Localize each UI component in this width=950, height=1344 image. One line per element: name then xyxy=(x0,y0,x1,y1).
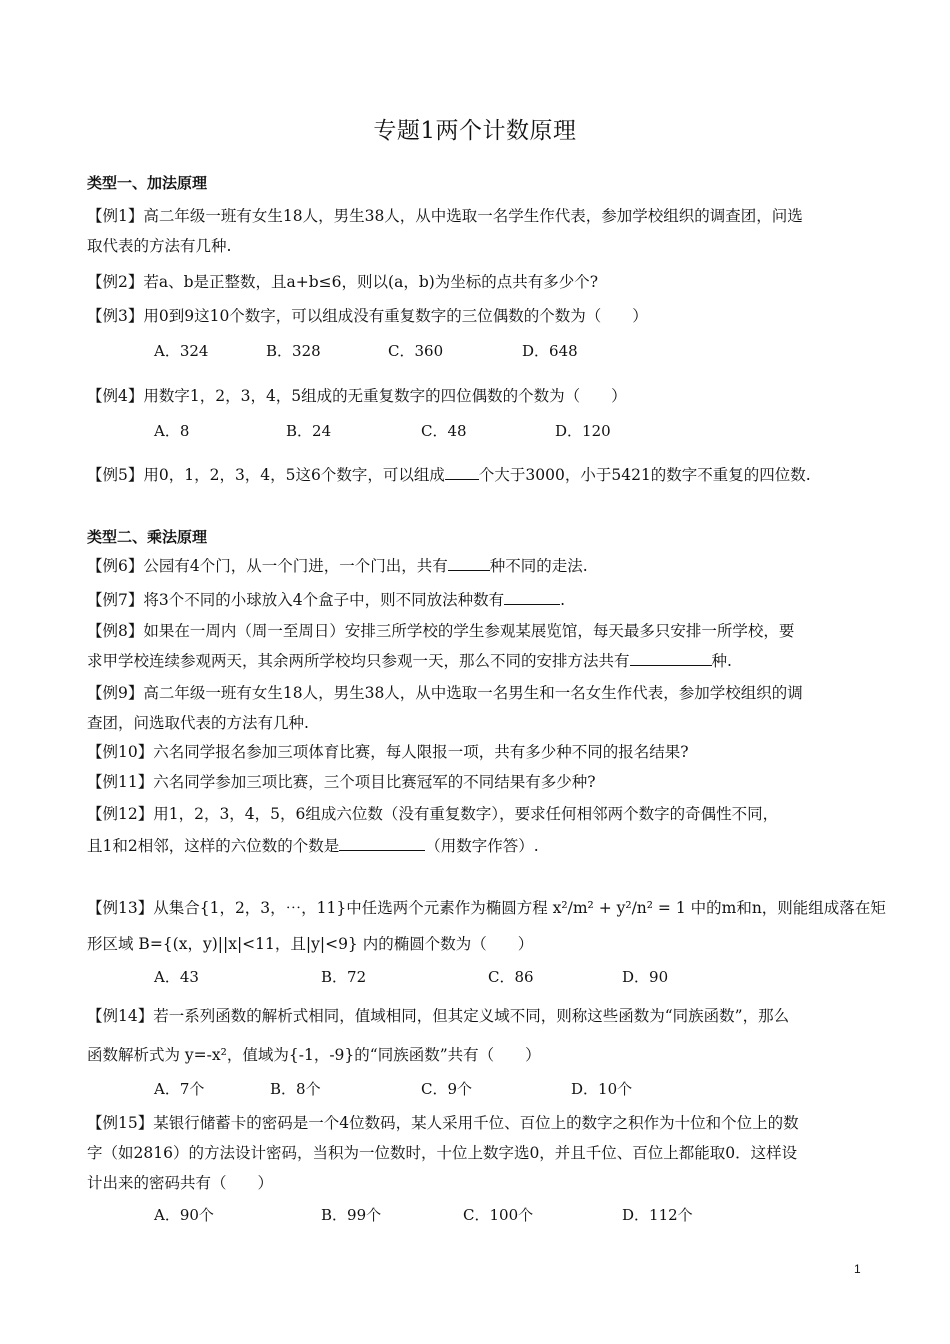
choice-b: B．8个 xyxy=(270,1080,321,1098)
answer-blank xyxy=(448,556,490,571)
choice-d: D．112个 xyxy=(622,1206,693,1224)
choice-c: C．360 xyxy=(388,342,444,360)
example-6-text-after: 种不同的走法. xyxy=(489,557,588,575)
choice-c: C．100个 xyxy=(463,1206,534,1224)
example-15-line-2: 字（如2816）的方法设计密码，当积为一位数时，十位上数字选0，并且千位、百位上都能取0．这样设 xyxy=(87,1144,798,1162)
example-8-line-1: 【例8】如果在一周内（周一至周日）安排三所学校的学生参观某展览馆，每天最多只安排一所学校，要 xyxy=(87,622,795,640)
example-14-choices xyxy=(0,1078,950,1102)
page-title: 专题1两个计数原理 xyxy=(373,118,577,144)
example-6 xyxy=(87,556,867,576)
example-9-line-2: 查团，问选取代表的方法有几种. xyxy=(87,714,309,732)
answer-blank xyxy=(339,836,425,851)
example-6-text-before: 【例6】公园有4个门，从一个门进，一个门出，共有 xyxy=(87,557,448,575)
example-12-text-after: （用数字作答）. xyxy=(425,837,539,855)
page-number: 1 xyxy=(854,1262,861,1276)
choice-c: C．9个 xyxy=(421,1080,473,1098)
choice-a: A．8 xyxy=(154,422,190,440)
example-12-text-before: 且1和2相邻，这样的六位数的个数是 xyxy=(87,837,340,855)
example-12-line-2 xyxy=(87,836,867,856)
example-4: 【例4】用数字1，2，3，4，5组成的无重复数字的四位偶数的个数为（ ） xyxy=(87,387,627,405)
example-13-choices xyxy=(0,966,950,990)
example-8-text-after: 种. xyxy=(711,652,732,670)
answer-blank xyxy=(445,465,479,480)
choice-b: B．24 xyxy=(286,422,332,440)
example-13-line-1: 【例13】从集合{1，2，3，⋯，11}中任选两个元素作为椭圆方程 x²/m² + y²/n² = 1 中的m和n，则能组成落在矩 xyxy=(87,899,886,917)
section-heading-addition: 类型一、加法原理 xyxy=(87,174,208,192)
choice-b: B．72 xyxy=(321,968,367,986)
choice-b: B．328 xyxy=(266,342,321,360)
choice-a: A．90个 xyxy=(154,1206,214,1224)
example-7-text-after: . xyxy=(560,591,566,609)
example-7 xyxy=(87,590,867,610)
example-4-choices xyxy=(0,420,950,444)
example-15-line-3: 计出来的密码共有（ ） xyxy=(87,1174,274,1192)
example-14-line-1: 【例14】若一系列函数的解析式相同，值域相同，但其定义域不同，则称这些函数为“同族函数”，那么 xyxy=(87,1007,790,1025)
example-5 xyxy=(87,465,867,485)
example-11: 【例11】六名同学参加三项比赛，三个项目比赛冠军的不同结果有多少种? xyxy=(87,773,596,791)
example-8-line-2 xyxy=(87,651,867,671)
choice-a: A．324 xyxy=(154,342,209,360)
answer-blank xyxy=(630,651,712,666)
choice-c: C．48 xyxy=(421,422,467,440)
choice-d: D．648 xyxy=(522,342,578,360)
choice-d: D．120 xyxy=(555,422,611,440)
example-15-line-1: 【例15】某银行储蓄卡的密码是一个4位数码，某人采用千位、百位上的数字之积作为十位和个位上的数 xyxy=(87,1114,799,1132)
example-2: 【例2】若a、b是正整数，且a+b≤6，则以(a，b)为坐标的点共有多少个? xyxy=(87,273,599,291)
example-3: 【例3】用0到9这10个数字，可以组成没有重复数字的三位偶数的个数为（ ） xyxy=(87,307,648,325)
example-14-line-2: 函数解析式为 y=-x²，值域为{-1，-9}的“同族函数”共有（ ） xyxy=(87,1046,541,1064)
choice-b: B．99个 xyxy=(321,1206,382,1224)
example-9-line-1: 【例9】高二年级一班有女生18人，男生38人，从中选取一名男生和一名女生作代表，参加学校组织的调 xyxy=(87,684,803,702)
choice-d: D．90 xyxy=(622,968,669,986)
example-7-text-before: 【例7】将3个不同的小球放入4个盒子中，则不同放法种数有 xyxy=(87,591,505,609)
example-1-line-2: 取代表的方法有几种. xyxy=(87,237,232,255)
example-13-line-2: 形区域 B={(x，y)||x|<11，且|y|<9} 内的椭圆个数为（ ） xyxy=(87,935,534,953)
example-5-text-after: 个大于3000，小于5421的数字不重复的四位数. xyxy=(478,466,811,484)
example-10: 【例10】六名同学报名参加三项体育比赛，每人限报一项，共有多少种不同的报名结果? xyxy=(87,743,689,761)
example-15-choices xyxy=(0,1204,950,1228)
example-12-line-1: 【例12】用1，2，3，4，5，6组成六位数（没有重复数字），要求任何相邻两个数字的奇偶性不同， xyxy=(87,805,779,823)
example-5-text-before: 【例5】用0，1，2，3，4，5这6个数字，可以组成 xyxy=(87,466,445,484)
choice-a: A．7个 xyxy=(154,1080,205,1098)
example-3-choices xyxy=(0,340,950,364)
choice-c: C．86 xyxy=(488,968,534,986)
choice-a: A．43 xyxy=(154,968,199,986)
example-8-text-before: 求甲学校连续参观两天，其余两所学校均只参观一天，那么不同的安排方法共有 xyxy=(87,652,630,670)
section-heading-multiplication: 类型二、乘法原理 xyxy=(87,528,208,546)
example-1-line-1: 【例1】高二年级一班有女生18人，男生38人，从中选取一名学生作代表，参加学校组织的调查团，问选 xyxy=(87,207,803,225)
answer-blank xyxy=(504,590,560,605)
choice-d: D．10个 xyxy=(571,1080,633,1098)
